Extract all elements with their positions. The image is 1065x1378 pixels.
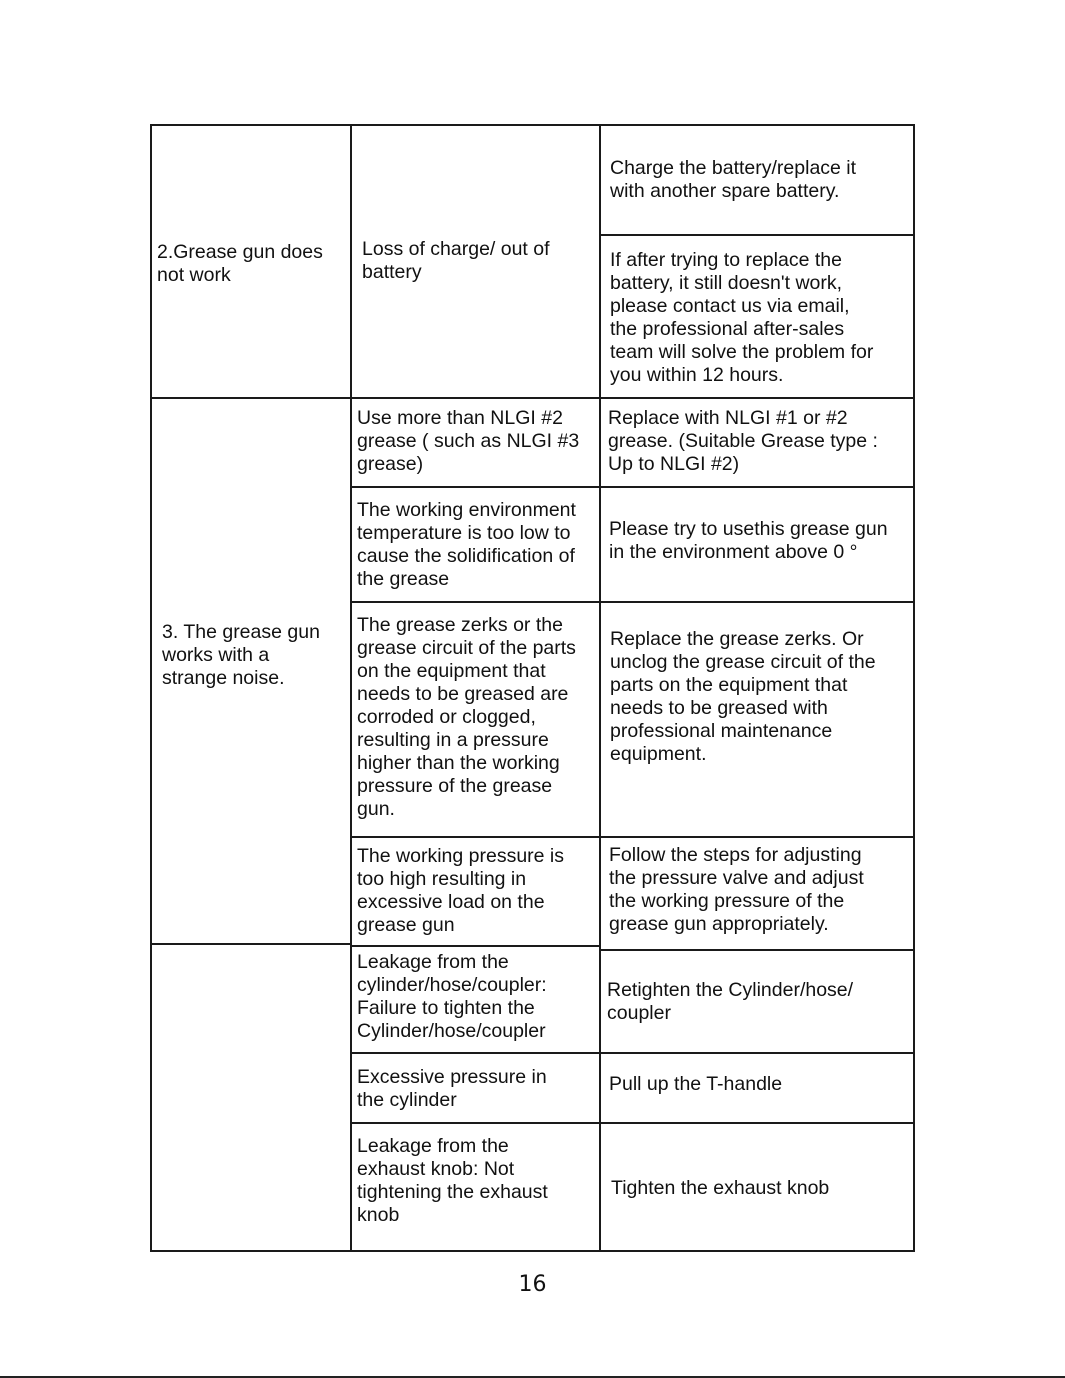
solution-cell: Replace with NLGI #1 or #2 grease. (Suitable Grease type : Up to NLGI #2) xyxy=(608,407,878,475)
row-divider xyxy=(350,945,600,947)
cause-cell: The working pressure is too high resulting in excessive load on the grease gun xyxy=(357,845,564,936)
row-divider xyxy=(600,949,915,951)
problem-cell: 3. The grease gun works with a strange noise. xyxy=(162,621,320,689)
row-divider xyxy=(150,943,350,945)
solution-cell: Pull up the T-handle xyxy=(609,1073,783,1095)
column-divider-2 xyxy=(599,124,601,1252)
solution-cell: Charge the battery/replace it with another spare battery. xyxy=(610,157,857,202)
problem-cell: 2.Grease gun does not work xyxy=(157,241,323,286)
cause-cell: The working environment temperature is too low to cause the solidification of the grease xyxy=(357,499,576,590)
solution-cell: Tighten the exhaust knob xyxy=(611,1177,830,1199)
row-divider xyxy=(350,836,915,838)
cause-cell: Leakage from the cylinder/hose/coupler: Failure to tighten the Cylinder/hose/coupler xyxy=(357,951,547,1042)
cause-cell: Use more than NLGI #2 grease ( such as NLGI #3 grease) xyxy=(357,407,580,475)
cause-cell: The grease zerks or the grease circuit of the parts on the equipment that needs to be greased are corroded or clogged, resulting in a pressure higher than the working pressure of the grease gun. xyxy=(357,614,576,820)
column-divider-1 xyxy=(350,124,352,1252)
cause-cell: Leakage from the exhaust knob: Not tightening the exhaust knob xyxy=(357,1135,548,1226)
row-divider xyxy=(350,1052,915,1054)
row-divider xyxy=(350,486,915,488)
cause-cell: Excessive pressure in the cylinder xyxy=(357,1066,547,1111)
table-border-right xyxy=(913,124,915,1252)
solution-cell: Replace the grease zerks. Or unclog the grease circuit of the parts on the equipment that needs to be greased with professional maintenance equipment. xyxy=(610,628,876,765)
table-border-left xyxy=(150,124,152,1252)
solution-cell: If after trying to replace the battery, it still doesn't work, please contact us via email, the professional after-sales team will solve the problem for you within 12 hours. xyxy=(610,249,874,386)
solution-cell: Follow the steps for adjusting the pressure valve and adjust the working pressure of the grease gun appropriately. xyxy=(609,844,864,935)
row-divider xyxy=(350,601,915,603)
table-border-top xyxy=(150,124,915,126)
table-border-bottom xyxy=(150,1250,915,1252)
page-number: 16 xyxy=(518,1272,547,1297)
row-divider xyxy=(600,234,915,236)
row-divider xyxy=(150,397,915,399)
row-divider xyxy=(350,1122,915,1124)
cause-cell: Loss of charge/ out of battery xyxy=(362,238,550,283)
solution-cell: Please try to usethis grease gun in the environment above 0 ° xyxy=(609,518,888,563)
solution-cell: Retighten the Cylinder/hose/ coupler xyxy=(607,979,854,1024)
